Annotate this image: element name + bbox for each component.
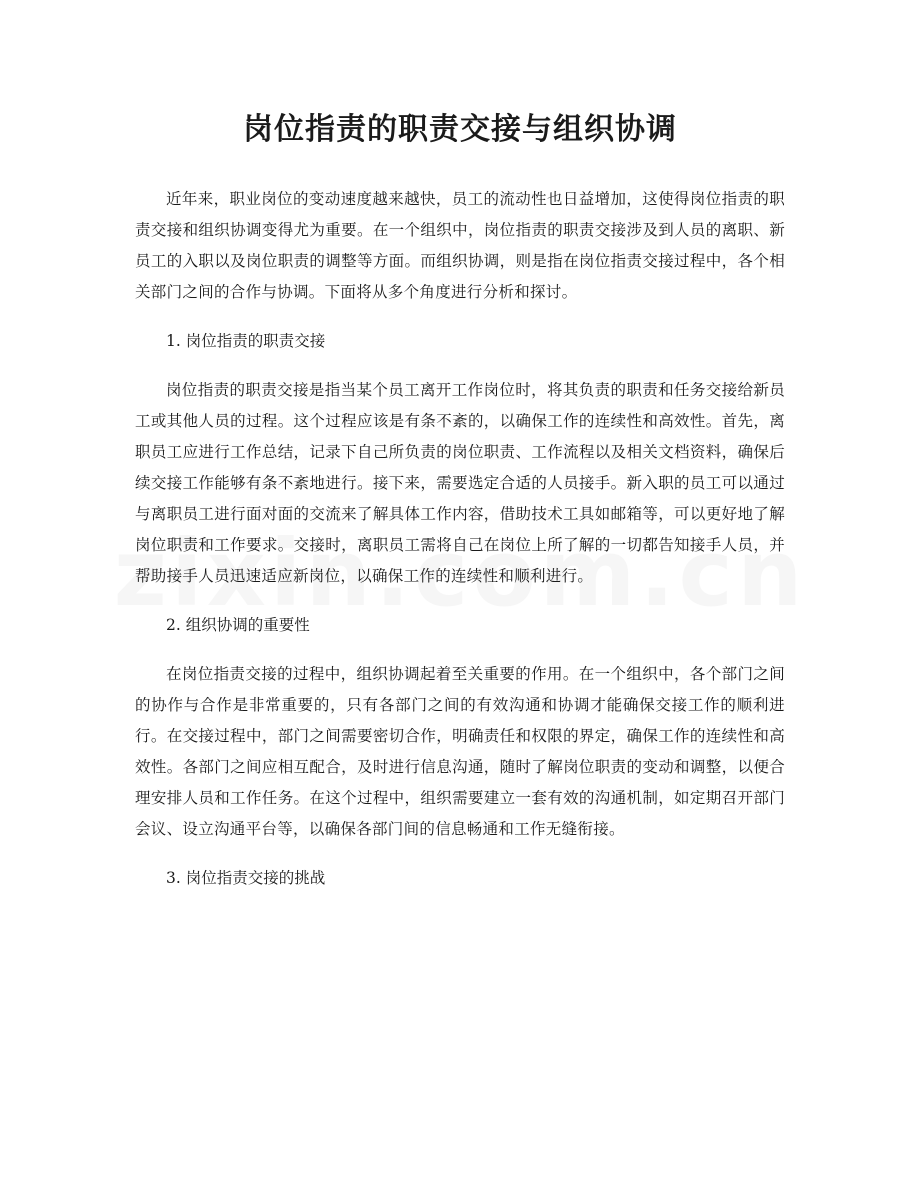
- section-1-paragraph: 岗位指责的职责交接是指当某个员工离开工作岗位时，将其负责的职责和任务交接给新员工或其他人员的过程。这个过程应该是有条不紊的，以确保工作的连续性和高效性。首先，离职员工应进行工作总结，记录下自己所负责的岗位职责、工作流程以及相关文档资料，确保后续交接工作能够有条不紊地进行。接下来，需要选定合适的人员接手。新入职的员工可以通过与离职员工进行面对面的交流来了解具体工作内容，借助技术工具如邮箱等，可以更好地了解岗位职责和工作要求。交接时，离职员工需将自己在岗位上所了解的一切都告知接手人员，并帮助接手人员迅速适应新岗位，以确保工作的连续性和顺利进行。: [135, 381, 785, 585]
- section-heading-1: 1. 岗位指责的职责交接: [166, 332, 326, 350]
- section-2-paragraph: 在岗位指责交接的过程中，组织协调起着至关重要的作用。在一个组织中，各个部门之间的协作与合作是非常重要的，只有各部门之间的有效沟通和协调才能确保交接工作的顺利进行。在交接过程中，部门之间需要密切合作，明确责任和权限的界定，确保工作的连续性和高效性。各部门之间应相互配合，及时进行信息沟通，随时了解岗位职责的变动和调整，以便合理安排人员和工作任务。在这个过程中，组织需要建立一套有效的沟通机制，如定期召开部门会议、设立沟通平台等，以确保各部门间的信息畅通和工作无缝衔接。: [135, 665, 785, 838]
- document-body: [135, 184, 785, 912]
- intro-paragraph: 近年来，职业岗位的变动速度越来越快，员工的流动性也日益增加，这使得岗位指责的职责交接和组织协调变得尤为重要。在一个组织中，岗位指责的职责交接涉及到人员的离职、新员工的入职以及岗位职责的调整等方面。而组织协调，则是指在岗位指责交接过程中，各个相关部门之间的合作与协调。下面将从多个角度进行分析和探讨。: [135, 190, 785, 301]
- document-title: 岗位指责的职责交接与组织协调: [243, 112, 677, 147]
- section-heading-2: 2. 组织协调的重要性: [166, 616, 310, 634]
- section-heading-3: 3. 岗位指责交接的挑战: [166, 869, 326, 887]
